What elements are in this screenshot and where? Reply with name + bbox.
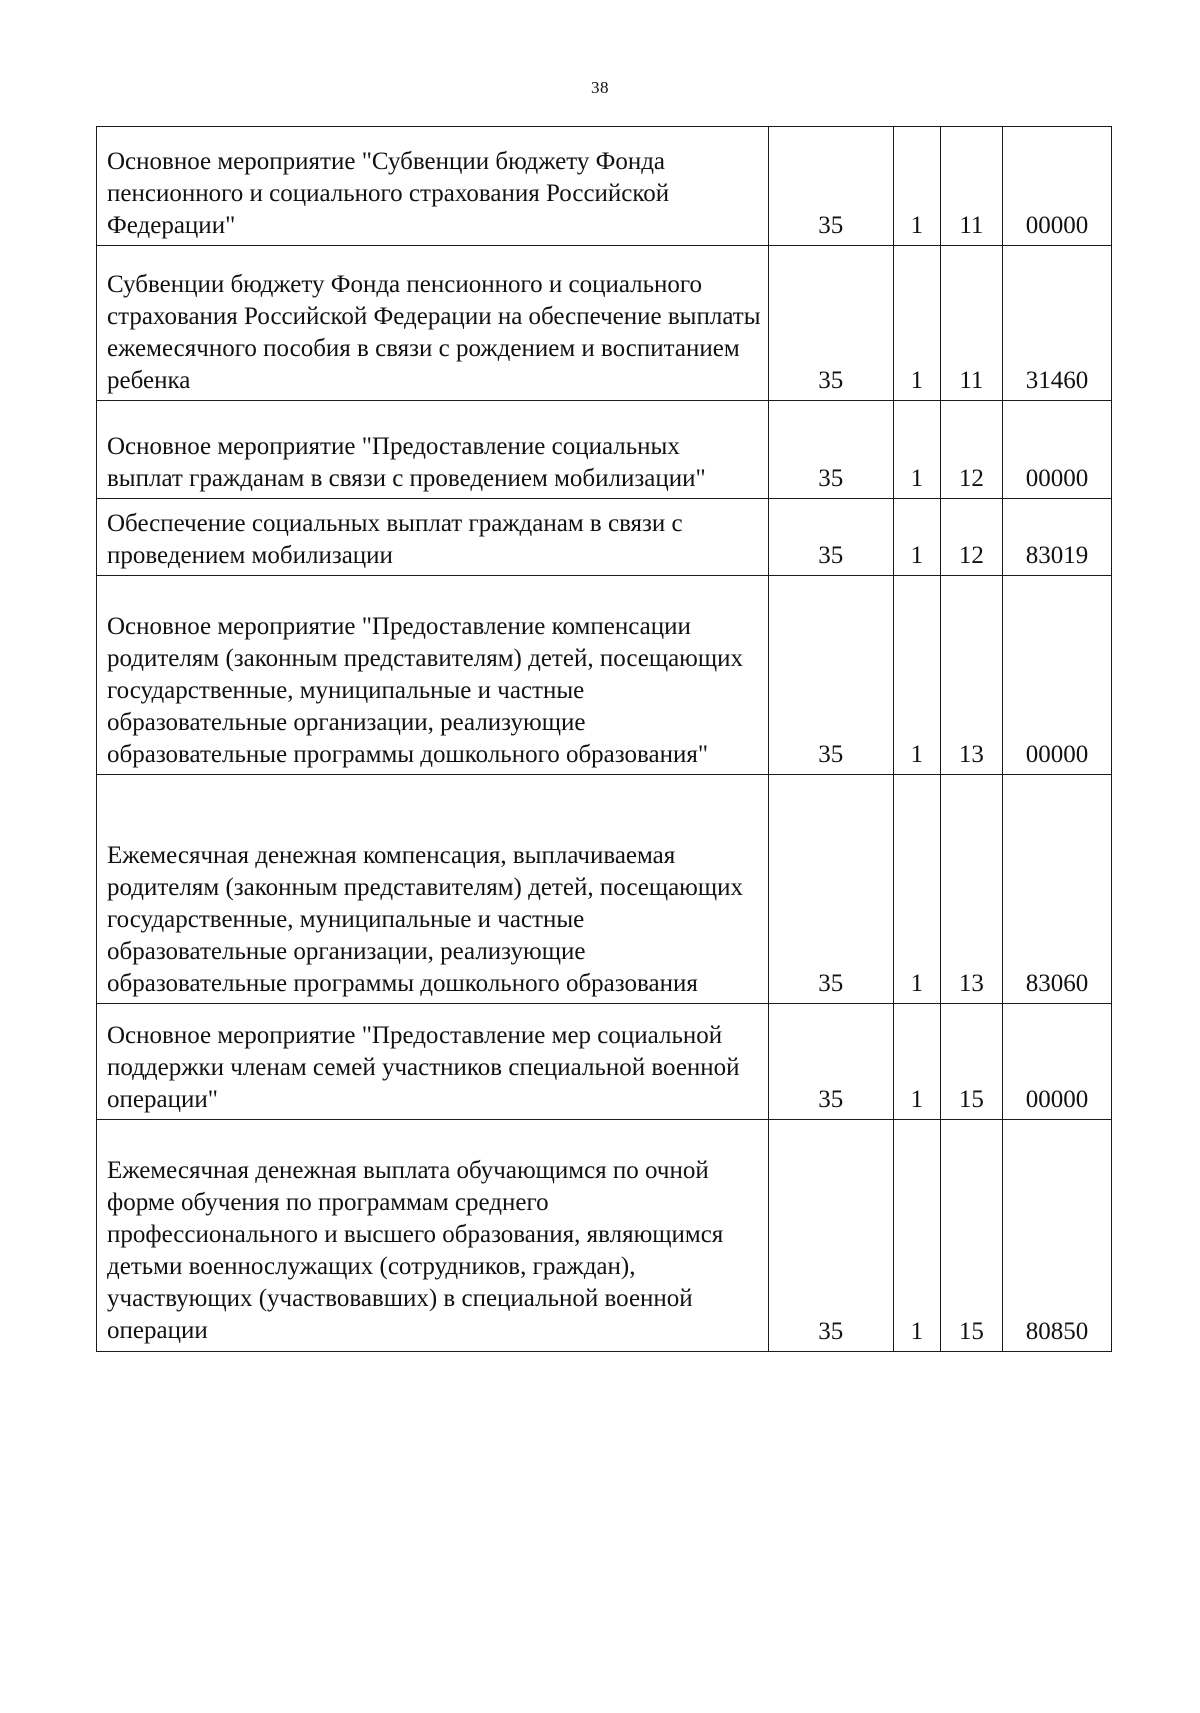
table-row (97, 576, 1112, 775)
table-row (97, 1120, 1112, 1352)
code-subprogram: 1 (893, 1120, 940, 1352)
code-subprogram: 1 (893, 246, 940, 401)
code-subprogram: 1 (893, 499, 940, 576)
code-program: 35 (768, 1004, 893, 1120)
code-direction: 83060 (1002, 775, 1111, 1004)
code-activity: 11 (940, 127, 1002, 246)
code-program: 35 (768, 401, 893, 499)
code-activity: 11 (940, 246, 1002, 401)
row-description: Основное мероприятие "Предоставление мер социальной поддержки членам семей участников специальной военной операции" (97, 1004, 769, 1120)
row-description: Ежемесячная денежная компенсация, выплачиваемая родителям (законным представителям) детей, посещающих государственные, муниципальные и частные образовательные организации, реализующие образовательные программы дошкольного образования (97, 775, 769, 1004)
code-direction: 31460 (1002, 246, 1111, 401)
code-activity: 13 (940, 775, 1002, 1004)
row-description: Основное мероприятие "Предоставление социальных выплат гражданам в связи с проведением мобилизации" (97, 401, 769, 499)
code-program: 35 (768, 1120, 893, 1352)
code-program: 35 (768, 576, 893, 775)
table-row (97, 127, 1112, 246)
table-row (97, 775, 1112, 1004)
code-direction: 00000 (1002, 401, 1111, 499)
code-direction: 00000 (1002, 576, 1111, 775)
code-subprogram: 1 (893, 401, 940, 499)
table-row (97, 1004, 1112, 1120)
row-description: Обеспечение социальных выплат гражданам в связи с проведением мобилизации (97, 499, 769, 576)
code-direction: 00000 (1002, 1004, 1111, 1120)
code-activity: 15 (940, 1120, 1002, 1352)
code-program: 35 (768, 775, 893, 1004)
row-description: Основное мероприятие "Субвенции бюджету Фонда пенсионного и социального страхования Российской Федерации" (97, 127, 769, 246)
code-program: 35 (768, 246, 893, 401)
code-direction: 00000 (1002, 127, 1111, 246)
row-description: Основное мероприятие "Предоставление компенсации родителям (законным представителям) детей, посещающих государственные, муниципальные и частные образовательные организации, реализующие образовательные программы дошкольного образования" (97, 576, 769, 775)
code-direction: 83019 (1002, 499, 1111, 576)
code-direction: 80850 (1002, 1120, 1111, 1352)
code-activity: 12 (940, 499, 1002, 576)
page-number: 38 (591, 78, 609, 97)
row-description: Субвенции бюджету Фонда пенсионного и социального страхования Российской Федерации на обеспечение выплаты ежемесячного пособия в связи с рождением и воспитанием ребенка (97, 246, 769, 401)
code-activity: 12 (940, 401, 1002, 499)
row-description: Ежемесячная денежная выплата обучающимся по очной форме обучения по программам среднего профессионального и высшего образования, являющимся детьми военнослужащих (сотрудников, граждан), участвующих (участвовавших) в специальной военной операции (97, 1120, 769, 1352)
code-subprogram: 1 (893, 127, 940, 246)
budget-classification-table (96, 126, 1112, 1352)
table-row (97, 499, 1112, 576)
code-activity: 15 (940, 1004, 1002, 1120)
code-program: 35 (768, 127, 893, 246)
table-row (97, 246, 1112, 401)
code-activity: 13 (940, 576, 1002, 775)
code-subprogram: 1 (893, 1004, 940, 1120)
table-row (97, 401, 1112, 499)
code-program: 35 (768, 499, 893, 576)
code-subprogram: 1 (893, 576, 940, 775)
code-subprogram: 1 (893, 775, 940, 1004)
